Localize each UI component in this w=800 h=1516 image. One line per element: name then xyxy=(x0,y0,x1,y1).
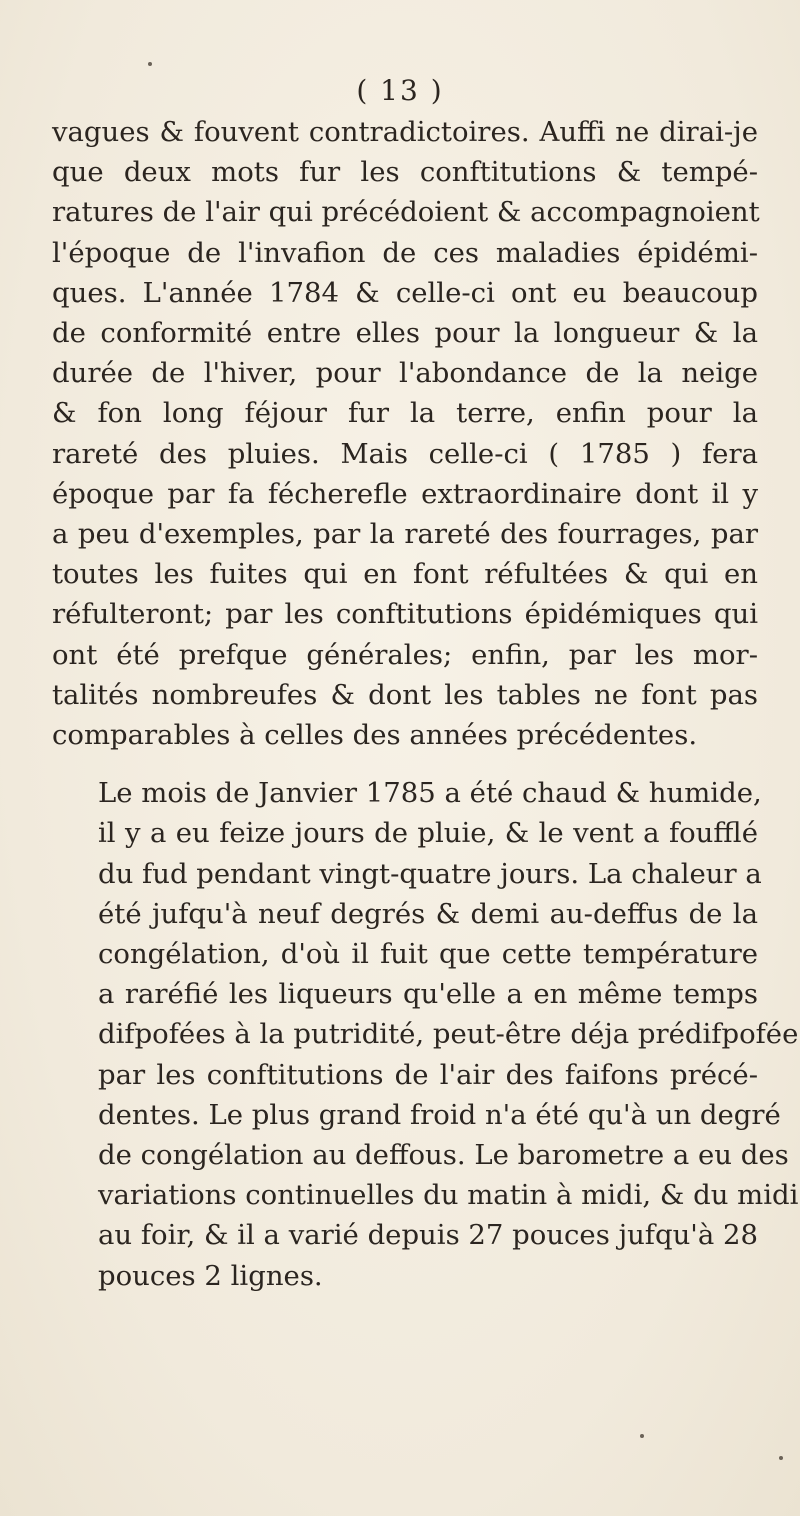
text-line: ont été prefque générales; enfin, par les mor- xyxy=(52,638,758,671)
text-line: variations continuelles du matin à midi, & du midi xyxy=(98,1179,799,1212)
ink-speck xyxy=(148,62,152,66)
text-line: a peu d'exemples, par la rareté des fourrages, par xyxy=(52,518,758,551)
text-line: ques. L'année 1784 & celle-ci ont eu beaucoup xyxy=(52,276,758,309)
text-line: que deux mots fur les conftitutions & tempé- xyxy=(52,156,758,189)
text-line: de congélation au deffous. Le barometre a eu des xyxy=(98,1139,789,1172)
ink-speck xyxy=(640,1434,644,1438)
text-line: par les conftitutions de l'air des faifons précé- xyxy=(98,1058,758,1091)
text-line: congélation, d'où il fuit que cette température xyxy=(98,938,758,971)
text-line: vagues & fouvent contradictoires. Auffi ne dirai-je xyxy=(52,116,758,148)
text-line: toutes les fuites qui en font réfultées & qui en xyxy=(52,558,758,591)
text-line: réfulteront; par les conftitutions épidémiques qui xyxy=(52,598,758,631)
text-line: il y a eu feize jours de pluie, & le vent a foufflé xyxy=(98,817,758,850)
body-text xyxy=(52,112,799,1296)
text-line: pouces 2 lignes. xyxy=(98,1259,323,1292)
text-line: a raréfié les liqueurs qu'elle a en même temps xyxy=(98,978,758,1011)
page-number: ( 13 ) xyxy=(356,74,444,107)
text-line: dentes. Le plus grand froid n'a été qu'à un degré xyxy=(98,1098,781,1131)
text-line: rareté des pluies. Mais celle-ci ( 1785 ) fera xyxy=(52,437,758,470)
text-line: talités nombreufes & dont les tables ne font pas xyxy=(52,678,758,711)
text-line: au foir, & il a varié depuis 27 pouces jufqu'à 28 xyxy=(98,1219,758,1252)
paragraph-2 xyxy=(52,773,799,1296)
paragraph-1 xyxy=(52,112,758,755)
text-line: du fud pendant vingt-quatre jours. La chaleur a xyxy=(98,857,762,890)
text-line: & fon long féjour fur la terre, enfin pour la xyxy=(52,397,758,430)
text-line: de conformité entre elles pour la longueur & la xyxy=(52,317,758,350)
text-line: comparables à celles des années précédentes. xyxy=(52,719,698,752)
text-line: Le mois de Janvier 1785 a été chaud & humide, xyxy=(98,777,762,810)
text-line: époque par fa fécherefle extraordinaire dont il y xyxy=(52,477,758,510)
text-line: durée de l'hiver, pour l'abondance de la neige xyxy=(52,357,758,390)
text-line: été jufqu'à neuf degrés & demi au-deffus de la xyxy=(98,897,758,930)
text-line: difpofées à la putridité, peut-être déja prédifpofée xyxy=(98,1018,799,1051)
text-line: l'époque de l'invafion de ces maladies épidémi- xyxy=(52,236,758,269)
text-line: ratures de l'air qui précédoient & accompagnoient xyxy=(52,196,760,229)
ink-speck xyxy=(779,1456,783,1460)
